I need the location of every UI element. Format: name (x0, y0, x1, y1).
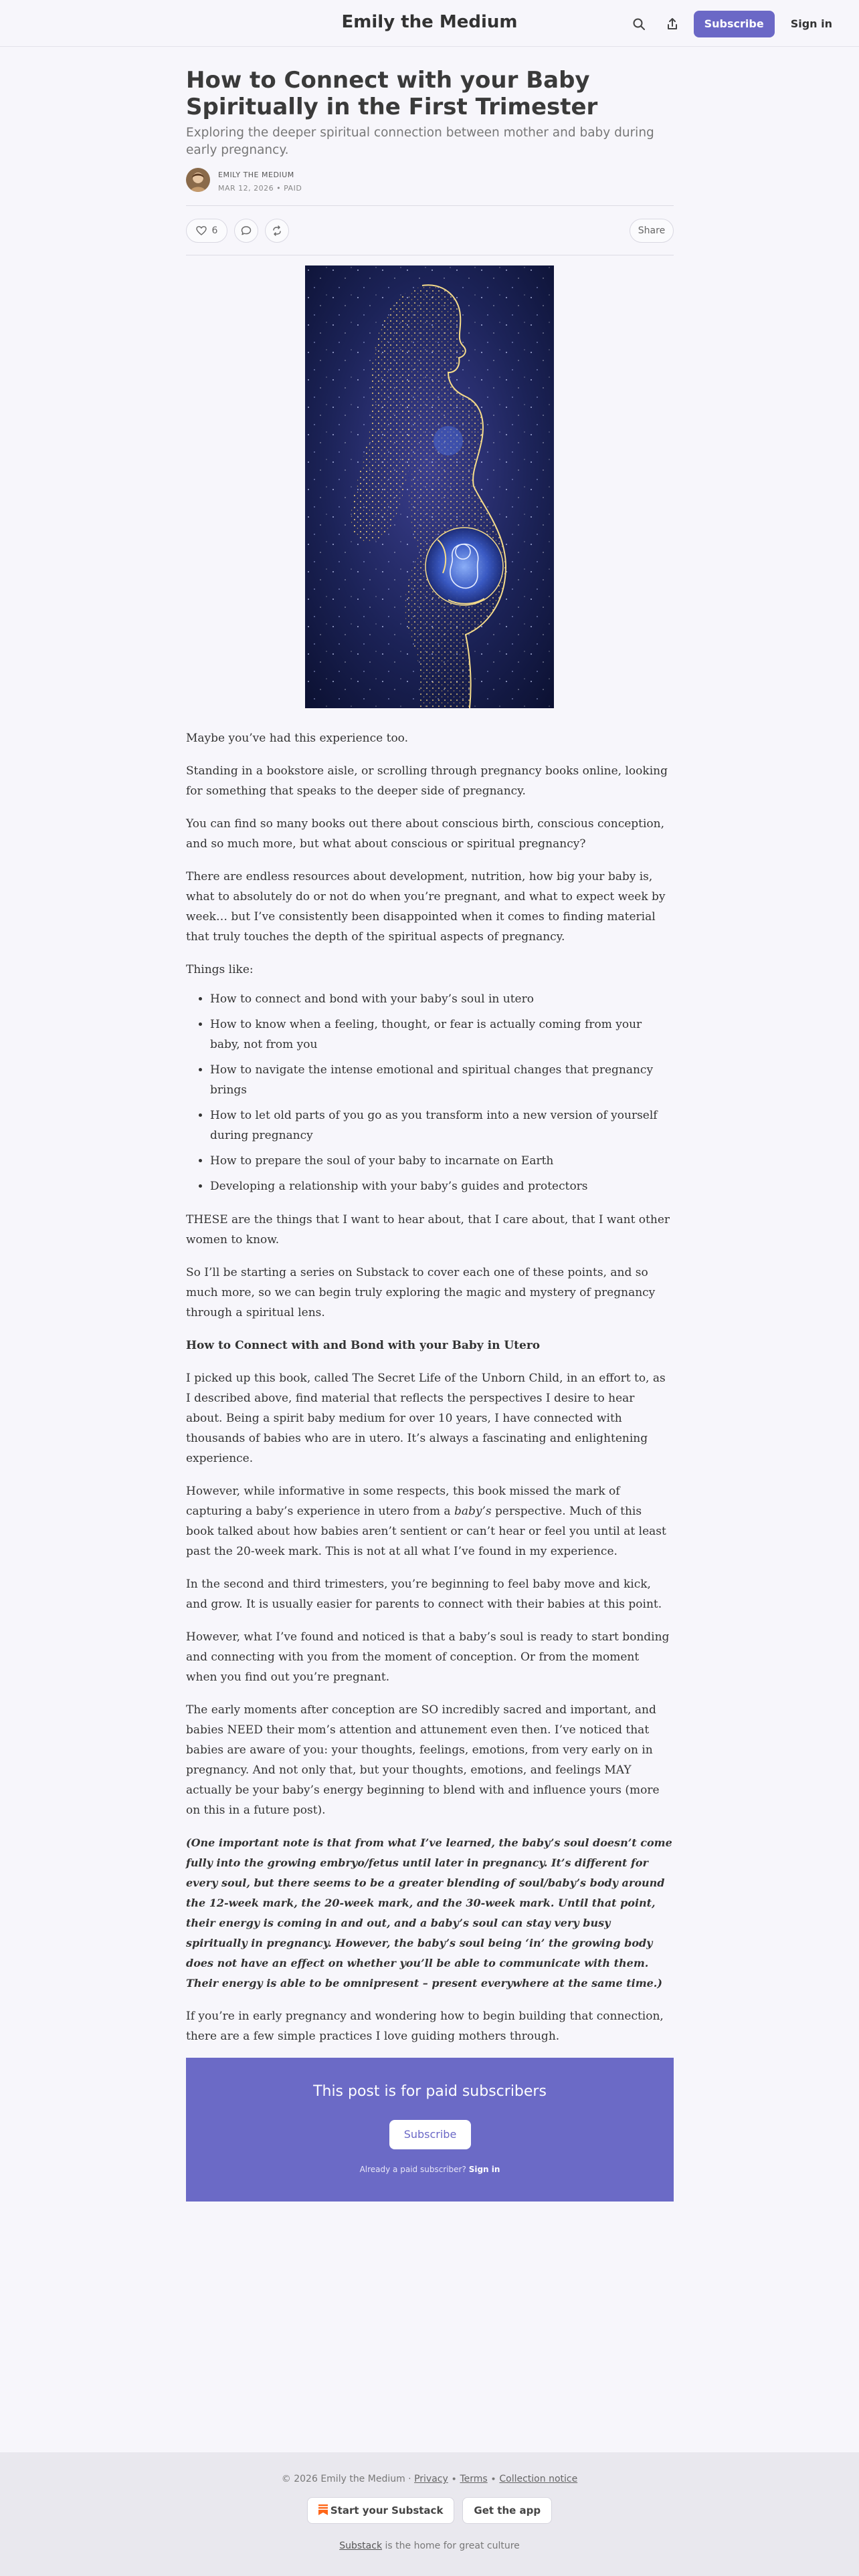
start-substack-label: Start your Substack (330, 2504, 444, 2516)
paragraph: I picked up this book, called The Secret Life of the Unborn Child, in an effort to, as I described above, find material that reflects the perspectives I desire to hear about. Being a spirit baby medium for over 10 years, I have connected with thousands of babies who are in utero. It’s always a fascinating and enlightening experience. (186, 1372, 666, 1465)
sign-in-button[interactable]: Sign in (790, 17, 832, 30)
paragraph: Maybe you’ve had this experience too. (186, 732, 409, 745)
hero-image[interactable] (305, 265, 554, 708)
article-subtitle: Exploring the deeper spiritual connection between mother and baby during early pregnancy. (186, 126, 654, 157)
already-subscriber-text: Already a paid subscriber? (359, 2165, 466, 2174)
terms-link[interactable]: Terms (460, 2474, 488, 2484)
paragraph (186, 1481, 673, 1562)
emphasis: baby’s (454, 1505, 492, 1518)
paragraph: So I’ll be starting a series on Substack to cover each one of these points, and so much more, so we can begin truly exploring the magic and mystery of pregnancy through a spiritual lens. (186, 1266, 656, 1319)
like-count: 6 (211, 225, 218, 236)
author-name[interactable]: EMILY THE MEDIUM (218, 171, 294, 179)
top-bar (0, 0, 859, 47)
text-span: However, while informative in some respects, this book missed the mark of capturing a baby’s experience in utero from a (186, 1485, 620, 1518)
text-span: perspective. Much of this book talked about how babies aren’t sentient or can’t hear or feel you until at least past the 20-week mark. This is not at all what I’ve found in my experience. (186, 1505, 666, 1558)
comment-icon (241, 225, 252, 236)
divider (186, 205, 674, 206)
paragraph: Things like: (186, 963, 254, 976)
list-item: • How to let old parts of you go as you transform into a new version of yourself during pregnancy (210, 1105, 673, 1146)
paragraph: Standing in a bookstore aisle, or scrolling through pregnancy books online, looking for something that speaks to the deeper side of pregnancy. (186, 764, 668, 798)
header-actions (627, 11, 839, 37)
list-item: • How to connect and bond with your baby’s soul in utero (210, 989, 673, 1009)
list-item: • Developing a relationship with your baby’s guides and protectors (210, 1176, 673, 1196)
paragraph: However, what I’ve found and noticed is that a baby’s soul is ready to start bonding and connecting with you from the moment of conception. Or from the moment when you find out you’re pregnant. (186, 1630, 670, 1684)
section-heading: How to Connect with and Bond with your Baby in Utero (186, 1339, 541, 1352)
paragraph: You can find so many books out there about conscious birth, conscious conception, and so much more, but what about conscious or spiritual pregnancy? (186, 817, 665, 851)
get-app-button[interactable]: Get the app (462, 2497, 552, 2524)
paragraph: THESE are the things that I want to hear about, that I care about, that I want other women to know. (186, 1213, 670, 1247)
paragraph: The early moments after conception are SO incredibly sacred and important, and babies NEED their mom’s attention and attunement even then. I’ve noticed that babies are aware of you: your thoughts, feelings, emotions, from very early on in pregnancy. And not only that, but your thoughts, emotions, and feelings MAY actually be your baby’s energy beginning to blend with and influence yours (more on this in a future post). (186, 1703, 660, 1817)
share-label: Share (638, 225, 666, 236)
subscribe-button[interactable]: Subscribe (694, 11, 775, 37)
heart-icon (196, 225, 207, 236)
start-substack-button[interactable] (307, 2497, 455, 2524)
copyright: © 2026 Emily the Medium · (281, 2474, 411, 2484)
search-button[interactable] (627, 12, 651, 36)
paragraph: In the second and third trimesters, you’re beginning to feel baby move and kick, and grow. It is usually easier for parents to connect with their babies at this point. (186, 1578, 662, 1611)
paywall-title: This post is for paid subscribers (313, 2083, 547, 2100)
collection-notice-link[interactable]: Collection notice (499, 2474, 578, 2484)
site-footer (0, 2452, 859, 2576)
list-item: • How to navigate the intense emotional and spiritual changes that pregnancy brings (210, 1060, 673, 1100)
restack-button[interactable] (265, 219, 289, 243)
bullet-list (210, 989, 673, 1196)
privacy-link[interactable]: Privacy (414, 2474, 448, 2484)
share-icon (666, 17, 679, 31)
substack-logo-icon (318, 2504, 328, 2515)
important-note: (One important note is that from what I’ve learned, the baby’s soul doesn’t come fully into the growing embryo/fetus until later in pregnancy. It’s different for every soul, but there seems to be a greater blending of soul/baby’s body around the 12-week mark, the 20-week mark, and the 30-week mark. Until that point, their energy is coming in and out, and a baby’s soul can stay very busy spiritually in pregnancy. However, the baby’s soul being ‘in’ the growing body does not have an effect on whether you’ll be able to communicate with them. Their energy is able to be omnipresent – present everywhere at the same time.) (186, 1836, 672, 1990)
substack-link[interactable]: Substack (339, 2541, 383, 2551)
tagline-text: is the home for great culture (382, 2541, 520, 2551)
footer-legal-line (0, 2474, 859, 2484)
avatar-image (186, 168, 210, 192)
paywall-box (186, 2058, 674, 2202)
like-button[interactable] (186, 219, 227, 243)
paragraph: There are endless resources about development, nutrition, how big your baby is, what to absolutely do or not do when you’re pregnant, and what to expect week by week… but I’ve consistently been disappointed when it comes to finding material that truly touches the depth of the spiritual aspects of pregnancy. (186, 870, 666, 944)
search-icon (632, 17, 646, 31)
footer-buttons (0, 2497, 859, 2524)
pregnant-woman-cosmic-illustration (305, 265, 554, 708)
publication-title[interactable]: Emily the Medium (341, 12, 518, 32)
paywall-sign-in-link[interactable]: Sign in (468, 2165, 500, 2174)
post-date: MAR 12, 2026 • PAID (218, 184, 302, 193)
paywall-subscribe-button[interactable]: Subscribe (389, 2120, 471, 2149)
author-avatar[interactable] (186, 168, 210, 192)
footer-tagline (0, 2541, 859, 2551)
article-title: How to Connect with your Baby Spiritually in the First Trimester (186, 67, 598, 120)
share-post-button[interactable] (630, 219, 674, 243)
separator: ∙ (451, 2474, 458, 2484)
comment-button[interactable] (234, 219, 258, 243)
list-item: • How to prepare the soul of your baby to incarnate on Earth (210, 1151, 673, 1171)
paragraph: If you’re in early pregnancy and wondering how to begin building that connection, there are a few simple practices I love guiding mothers through. (186, 2010, 664, 2043)
separator: ∙ (490, 2474, 496, 2484)
paywall-signin-line (186, 2165, 674, 2174)
share-button[interactable] (660, 12, 684, 36)
article-body (186, 728, 673, 2059)
list-item: • How to know when a feeling, thought, or fear is actually coming from your baby, not from you (210, 1014, 673, 1055)
restack-icon (272, 225, 282, 236)
